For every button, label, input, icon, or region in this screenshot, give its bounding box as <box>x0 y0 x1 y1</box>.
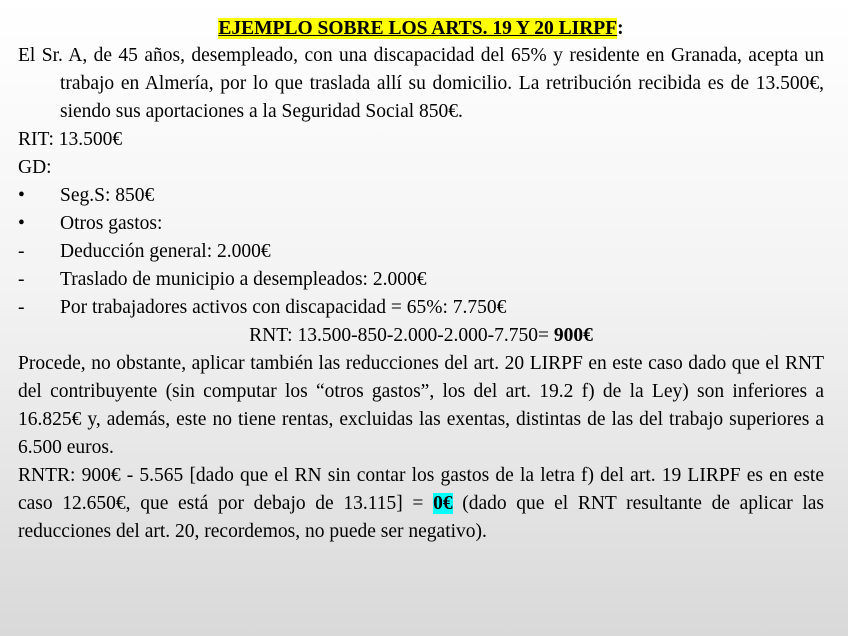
bullet-mark: • <box>18 185 25 206</box>
list-item-text: Seg.S: 850€ <box>60 185 155 206</box>
bullet-mark: • <box>18 213 25 234</box>
rnt-formula: RNT: 13.500-850-2.000-2.000-7.750= <box>249 325 554 346</box>
rnt-result: 900€ <box>553 325 593 346</box>
list-item-text: Por trabajadores activos con discapacidad = 65%: 7.750€ <box>60 297 507 318</box>
list-item <box>18 182 824 210</box>
list-item-text: Otros gastos: <box>60 213 163 234</box>
reductions-paragraph: Procede, no obstante, aplicar también las reducciones del art. 20 LIRPF en este caso dado que el RNT del contribuyente (sin computar los “otros gastos”, los del art. 19.2 f) de la Ley) son inferiores a 16.825€ y, además, este no tiene rentas, excluidas las exentas, distintas de las del trabajo superiores a 6.500 euros. <box>18 353 824 458</box>
list-item <box>18 210 824 238</box>
rnt-line <box>18 322 824 350</box>
dash-mark: - <box>18 297 25 318</box>
list-item-text: Traslado de municipio a desempleados: 2.000€ <box>60 269 427 290</box>
slide-title <box>18 16 824 42</box>
title-highlighted-text: EJEMPLO SOBRE LOS ARTS. 19 Y 20 LIRPF <box>218 18 618 39</box>
gd-line: GD: <box>18 157 52 178</box>
rit-line: RIT: 13.500€ <box>18 129 123 150</box>
list-item-text: Deducción general: 2.000€ <box>60 241 271 262</box>
rntr-paragraph <box>18 462 824 546</box>
rntr-after: (dado que el RNT resultante de aplicar las reducciones del art. 20, recordemos, no puede ser negativo). <box>18 493 825 542</box>
dash-mark: - <box>18 241 25 262</box>
intro-paragraph: El Sr. A, de 45 años, desempleado, con una discapacidad del 65% y residente en Granada, acepta un trabajo en Almería, por lo que traslada allí su domicilio. La retribución recibida es de 13.500€, siendo sus aportaciones a la Seguridad Social 850€. <box>18 45 824 122</box>
rntr-before: RNTR: 900€ - 5.565 [dado que el RN sin contar los gastos de la letra f) del art. 19 LIRPF es en este caso 12.650€, que está por debajo de 13.115] = <box>18 465 824 514</box>
dash-mark: - <box>18 269 25 290</box>
title-suffix: : <box>617 18 624 39</box>
list-item <box>18 294 824 322</box>
rntr-result: 0€ <box>433 493 453 514</box>
list-item <box>18 266 824 294</box>
list-item <box>18 238 824 266</box>
